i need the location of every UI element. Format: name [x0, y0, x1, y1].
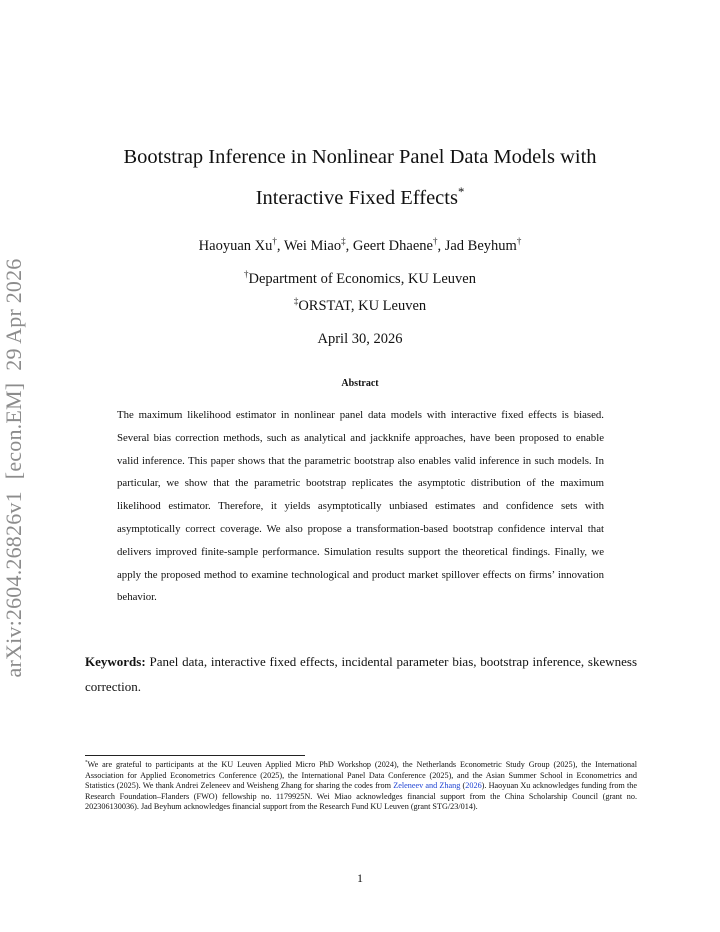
- acknowledgement-footnote: *We are grateful to participants at the KU Leuven Applied Micro PhD Workshop (2024), the Netherlands Econometric Study Group (2025), the International Association for Applied Econometrics Conference (2025), the International Panel Data Conference (2025), and the Asian Summer School in Econometrics and Statistics (2025). We thank Andrei Zeleneev and Weisheng Zhang for sharing the codes from Zeleneev and Zhang (2026). Haoyuan Xu acknowledges funding from the Research Foundation–Flanders (FWO) fellowship no. 1179925N. Wei Miao acknowledges financial support from the China Scholarship Council (grant no. 202306130036). Jad Beyhum acknowledges financial support from the Research Fund KU Leuven (grant STG/23/014).: [85, 759, 637, 812]
- arxiv-category: [econ.EM]: [1, 382, 26, 480]
- abstract-heading: Abstract: [341, 378, 379, 389]
- author: Jad Beyhum†: [444, 236, 522, 254]
- arxiv-id: arXiv:2604.26826v1: [1, 491, 26, 678]
- paper-date: April 30, 2026: [317, 331, 403, 347]
- citation-link-zeleneev-zhang[interactable]: Zeleneev and Zhang: [393, 781, 461, 791]
- keywords-text: Panel data, interactive fixed effects, incidental parameter bias, bootstrap inference, skewness correction.: [85, 654, 637, 694]
- keywords-label: Keywords:: [85, 654, 146, 669]
- footnote-rule: [85, 755, 305, 756]
- paper-title-line-2: Interactive Fixed Effects*: [255, 185, 465, 209]
- keywords: [85, 649, 637, 699]
- author: Geert Dhaene†,: [352, 236, 445, 254]
- affiliation-orstat: ‡ORSTAT, KU Leuven: [293, 296, 427, 314]
- arxiv-date: 29 Apr 2026: [1, 258, 26, 371]
- citation-link-year[interactable]: 2026: [465, 781, 482, 791]
- abstract-text: The maximum likelihood estimator in nonlinear panel data models with interactive fixed effects is biased. Several bias correction methods, such as analytical and jackknife approaches, have been proposed to enable valid inference. This paper shows that the parametric bootstrap also enables valid inference in such models. In particular, we show that the parametric bootstrap replicates the asymptotic distribution of the maximum likelihood estimator. Therefore, it yields asymptotically unbiased estimates and confidence sets with asymptotically correct coverage. We also propose a transformation-based bootstrap confidence interval that delivers improved finite-sample performance. Simulation results support the theoretical findings. Finally, we apply the proposed method to examine technological and product market spillover effects on firms’ innovation behavior.: [117, 409, 604, 604]
- paper-title-line-1: Bootstrap Inference in Nonlinear Panel Data Models with: [123, 146, 597, 168]
- affiliation-economics: †Department of Economics, KU Leuven: [244, 269, 476, 287]
- author-list: [0, 238, 720, 255]
- title-footnote-mark[interactable]: *: [457, 185, 465, 200]
- author: Haoyuan Xu†,: [198, 236, 284, 254]
- page-number: 1: [357, 871, 363, 885]
- author: Wei Miao‡,: [283, 236, 353, 254]
